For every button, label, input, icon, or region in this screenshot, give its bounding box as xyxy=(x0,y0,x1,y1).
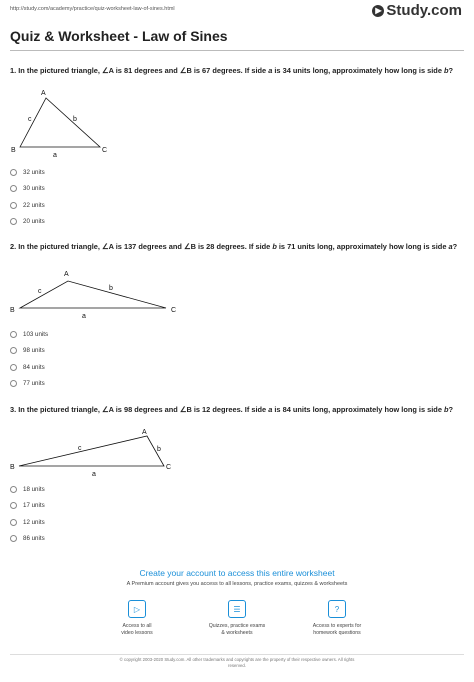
footer-copyright xyxy=(0,657,474,669)
question-prefix: In the pictured triangle, ∠A is 81 degrees and ∠B is 67 degrees. If side xyxy=(18,66,269,75)
triangle-diagram-1 xyxy=(0,85,130,165)
radio-button[interactable] xyxy=(10,218,17,225)
feature-label: Access to experts for xyxy=(312,623,362,629)
radio-button[interactable] xyxy=(10,519,17,526)
side-label-a: a xyxy=(92,471,96,478)
question-middle: is 34 units long, approximately how long is side xyxy=(272,66,444,75)
side-label-a: a xyxy=(82,313,86,320)
question-number: 1. xyxy=(10,66,17,75)
question-2-text xyxy=(10,242,462,252)
cta-subtitle: A Premium account gives you access to all lessons, practice exams, quizzes & worksheets xyxy=(126,581,348,587)
feature-label: Access to all xyxy=(122,623,152,629)
question-suffix: ? xyxy=(448,66,454,75)
answer-option[interactable] xyxy=(10,343,48,360)
vertex-label-b: B xyxy=(10,464,15,471)
answer-options-3 xyxy=(10,481,45,547)
triangle-shape xyxy=(19,436,164,466)
answer-label: 103 units xyxy=(23,330,49,338)
answer-label: 30 units xyxy=(23,185,45,193)
vertex-label-b: B xyxy=(10,307,15,314)
question-1-text xyxy=(10,66,462,76)
feature-label: video lessons xyxy=(121,630,153,636)
vertex-label-b: B xyxy=(11,147,16,154)
question-variable: a xyxy=(268,66,273,75)
answer-option[interactable] xyxy=(10,164,45,181)
answer-label: 22 units xyxy=(23,201,45,209)
vertex-label-c: C xyxy=(166,464,172,471)
study-logo-text: Study.com xyxy=(386,2,462,19)
answer-options-2 xyxy=(10,326,48,392)
question-number: 2. xyxy=(10,242,17,251)
answer-label: 18 units xyxy=(23,485,45,493)
expert-chat-icon: ? xyxy=(328,600,346,618)
answer-label: 77 units xyxy=(23,380,45,388)
video-icon: ▷ xyxy=(128,600,146,618)
question-variable: b xyxy=(444,66,449,75)
radio-button[interactable] xyxy=(10,535,17,542)
question-suffix: ? xyxy=(448,405,454,414)
feature-video-lessons xyxy=(96,600,178,637)
side-label-b: b xyxy=(157,446,161,453)
answer-option[interactable] xyxy=(10,359,48,376)
answer-label: 84 units xyxy=(23,363,45,371)
answer-label: 32 units xyxy=(23,168,45,176)
answer-label: 20 units xyxy=(23,218,45,226)
vertex-label-a: A xyxy=(64,271,69,278)
page-title: Quiz & Worksheet - Law of Sines xyxy=(10,28,228,44)
radio-button[interactable] xyxy=(10,486,17,493)
question-prefix: In the pictured triangle, ∠A is 137 degrees and ∠B is 28 degrees. If side xyxy=(18,242,273,251)
answer-label: 86 units xyxy=(23,535,45,543)
radio-button[interactable] xyxy=(10,380,17,387)
quiz-list-icon: ☰ xyxy=(228,600,246,618)
triangle-diagram-3 xyxy=(0,424,190,482)
radio-button[interactable] xyxy=(10,185,17,192)
question-suffix: ? xyxy=(452,242,458,251)
answer-option[interactable] xyxy=(10,214,45,231)
answer-option[interactable] xyxy=(10,181,45,198)
question-variable: b xyxy=(444,405,449,414)
triangle-shape xyxy=(20,98,100,147)
copyright-line: reserved. xyxy=(228,663,246,668)
side-label-b: b xyxy=(109,285,113,292)
radio-button[interactable] xyxy=(10,347,17,354)
question-variable: b xyxy=(272,242,277,251)
answer-option[interactable] xyxy=(10,376,48,393)
premium-features xyxy=(96,600,378,637)
answer-option[interactable] xyxy=(10,514,45,531)
feature-experts xyxy=(296,600,378,637)
answer-label: 12 units xyxy=(23,518,45,526)
radio-button[interactable] xyxy=(10,331,17,338)
answer-label: 17 units xyxy=(23,502,45,510)
vertex-label-a: A xyxy=(41,90,46,97)
side-label-b: b xyxy=(73,116,77,123)
copyright-line: © copyright 2003-2020 Study.com. All other trademarks and copyrights are the property of their respective owners. All rights xyxy=(119,657,355,662)
radio-button[interactable] xyxy=(10,169,17,176)
page-url: http://study.com/academy/practice/quiz-worksheet-law-of-sines.html xyxy=(10,6,175,12)
answer-options-1 xyxy=(10,164,45,230)
question-middle: is 84 units long, approximately how long is side xyxy=(272,405,444,414)
side-label-a: a xyxy=(53,152,57,159)
signup-cta xyxy=(0,568,474,587)
side-label-c: c xyxy=(28,116,32,123)
question-number: 3. xyxy=(10,405,17,414)
cta-title-link[interactable]: Create your account to access this entire worksheet xyxy=(139,568,335,578)
question-variable: a xyxy=(268,405,273,414)
feature-quizzes xyxy=(196,600,278,637)
question-3-text xyxy=(10,405,462,415)
radio-button[interactable] xyxy=(10,202,17,209)
answer-option[interactable] xyxy=(10,481,45,498)
answer-label: 98 units xyxy=(23,347,45,355)
question-prefix: In the pictured triangle, ∠A is 98 degrees and ∠B is 12 degrees. If side xyxy=(18,405,269,414)
vertex-label-a: A xyxy=(142,429,147,436)
feature-label: homework questions xyxy=(313,630,361,636)
vertex-label-c: C xyxy=(171,307,177,314)
answer-option[interactable] xyxy=(10,326,48,343)
answer-option[interactable] xyxy=(10,498,45,515)
feature-label: Quizzes, practice exams xyxy=(208,623,266,629)
answer-option[interactable] xyxy=(10,197,45,214)
radio-button[interactable] xyxy=(10,364,17,371)
side-label-c: c xyxy=(78,445,82,452)
vertex-label-c: C xyxy=(102,147,108,154)
radio-button[interactable] xyxy=(10,502,17,509)
footer-divider xyxy=(10,654,464,655)
question-variable: a xyxy=(448,242,453,251)
study-logo-icon: ▶ xyxy=(372,5,384,17)
triangle-diagram-2 xyxy=(0,262,200,324)
study-logo[interactable] xyxy=(372,2,462,19)
feature-label: & worksheets xyxy=(221,630,253,636)
triangle-shape xyxy=(20,281,166,308)
question-middle: is 71 units long, approximately how long is side xyxy=(276,242,449,251)
title-divider xyxy=(10,50,464,51)
answer-option[interactable] xyxy=(10,531,45,548)
side-label-c: c xyxy=(38,288,42,295)
